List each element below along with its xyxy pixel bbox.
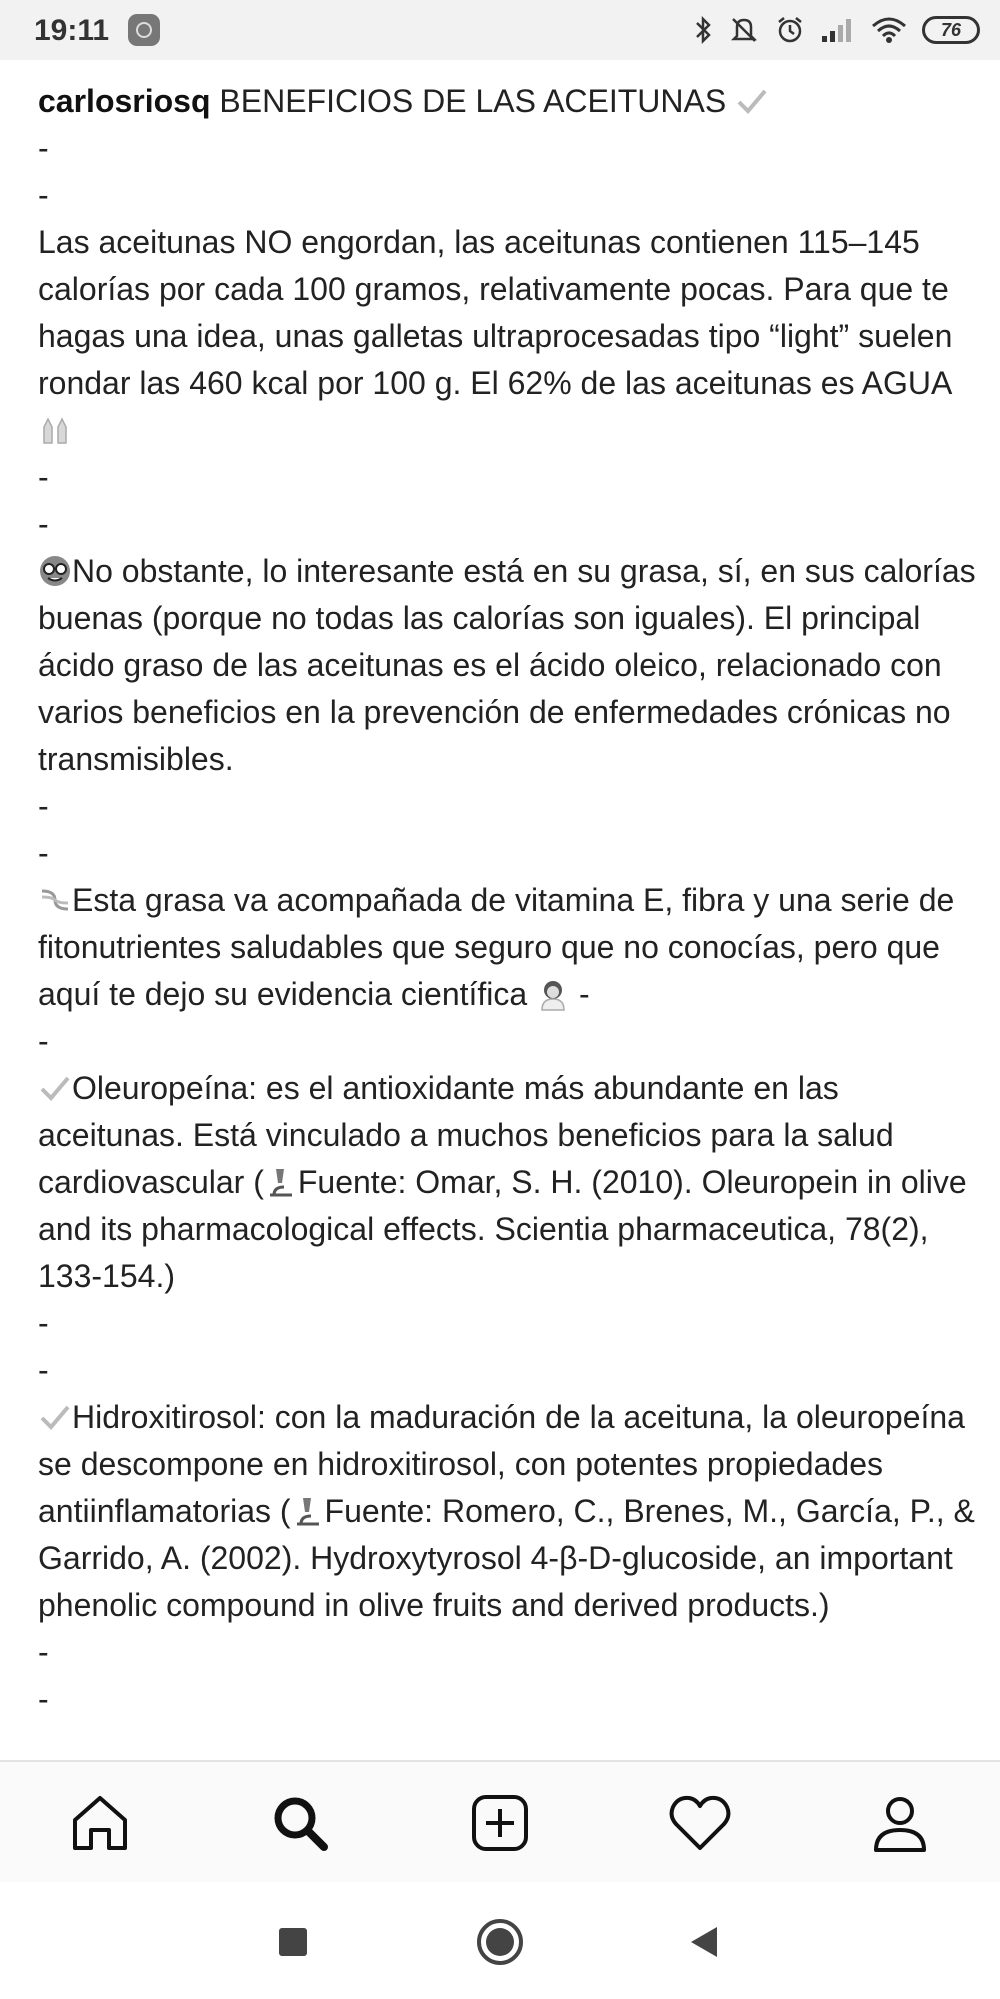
- battery-icon: 76: [922, 16, 980, 44]
- separator: -: [38, 1681, 49, 1717]
- bottom-navigation: [0, 1760, 1000, 1884]
- separator: -: [38, 1352, 49, 1388]
- check-mark-icon: [38, 1400, 72, 1434]
- status-time: 19:11: [34, 14, 110, 47]
- paragraph-text: Esta grasa va acompañada de vitamina E, fibra y una serie de fitonutrientes saludables que seguro que no conocías, pero que aquí te dejo su evidencia científica: [38, 882, 955, 1012]
- status-bar: [0, 0, 1000, 60]
- alarm-icon: [774, 14, 806, 46]
- new-post-icon[interactable]: [465, 1788, 535, 1858]
- paragraph-oleuropein: [38, 1065, 978, 1300]
- check-mark-icon: [38, 1071, 72, 1105]
- separator: -: [38, 506, 49, 542]
- microscope-icon: [264, 1165, 298, 1199]
- paragraph-nutrients: [38, 877, 978, 1018]
- mute-icon: [728, 14, 760, 46]
- paragraph-text: Las aceitunas NO engordan, las aceitunas contienen 115–145 calorías por cada 100 gramos, relativamente pocas. Para que te hagas una idea, unas galletas ultraprocesadas tipo “light” suelen rondar las 460 kcal por 100 g. El 62% de las aceitunas es AGUA: [38, 224, 953, 401]
- paragraph-calories: [38, 219, 978, 454]
- paragraph-fat: [38, 548, 978, 783]
- woman-scientist-icon: [536, 977, 570, 1011]
- separator: -: [38, 130, 49, 166]
- username-link[interactable]: carlosriosq: [38, 83, 211, 119]
- separator: -: [38, 1023, 49, 1059]
- home-icon[interactable]: [65, 1788, 135, 1858]
- paragraph-hydroxytyrosol: [38, 1394, 978, 1629]
- post-caption: [38, 78, 978, 1723]
- check-mark-icon: [735, 84, 769, 118]
- raised-hands-icon: [38, 413, 72, 447]
- paragraph-text: No obstante, lo interesante está en su grasa, sí, en sus calorías buenas (porque no todas las calorías son iguales). El principal ácido graso de las aceitunas es el ácido oleico, relacionado con varios beneficios en la prevención de enfermedades crónicas no transmisibles.: [38, 553, 976, 777]
- activity-heart-icon[interactable]: [665, 1788, 735, 1858]
- dna-icon: [38, 883, 72, 917]
- profile-icon[interactable]: [865, 1788, 935, 1858]
- search-icon[interactable]: [265, 1788, 335, 1858]
- paragraph-text: Fuente: Omar, S. H. (2010). Oleuropein in olive and its pharmacological effects. Scientia pharmaceutica, 78(2), 133-154.): [38, 1164, 967, 1294]
- system-navigation-bar: [0, 1882, 1000, 1999]
- home-circle-icon[interactable]: [475, 1917, 525, 1967]
- paragraph-text: Hidroxitirosol: con la maduración de la aceituna, la oleuropeína se descompone en hidroxitirosol, con potentes propiedades antiinflamatorias (: [38, 1399, 965, 1529]
- caption-header: [38, 78, 978, 125]
- back-triangle-icon[interactable]: [680, 1917, 730, 1967]
- recents-square-icon[interactable]: [268, 1917, 318, 1967]
- caption-title: BENEFICIOS DE LAS ACEITUNAS: [219, 83, 727, 119]
- separator: -: [38, 788, 49, 824]
- paragraph-text: Fuente: Romero, C., Brenes, M., García, P., & Garrido, A. (2002). Hydroxytyrosol 4-β-D-glucoside, an important phenolic compound in olive fruits and derived products.): [38, 1493, 975, 1623]
- separator: -: [38, 1634, 49, 1670]
- separator: -: [38, 177, 49, 213]
- signal-icon: [820, 16, 856, 44]
- separator: -: [38, 459, 49, 495]
- separator: -: [38, 1305, 49, 1341]
- separator-inline: -: [570, 976, 590, 1012]
- paragraph-text: Oleuropeína: es el antioxidante más abundante en las aceitunas. Está vinculado a muchos beneficios para la salud cardiovascular (: [38, 1070, 894, 1200]
- wifi-icon: [870, 15, 908, 45]
- bluetooth-icon: [694, 15, 714, 45]
- separator: -: [38, 835, 49, 871]
- app-notification-icon: [128, 14, 160, 46]
- nerd-face-icon: [38, 554, 72, 588]
- microscope-icon: [291, 1494, 325, 1528]
- status-icons: [694, 10, 980, 50]
